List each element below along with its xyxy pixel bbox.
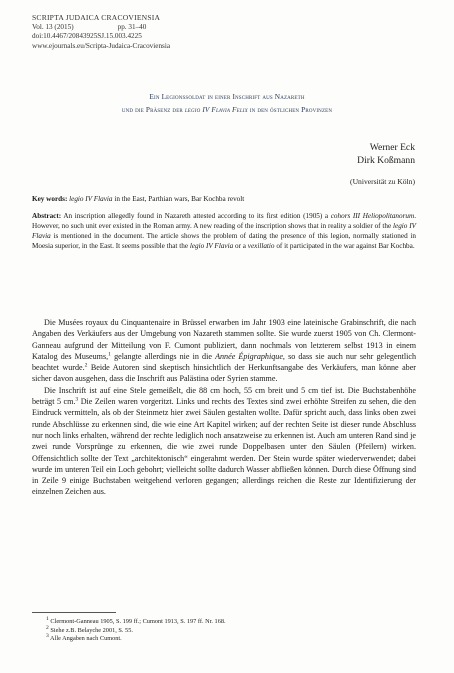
- annee-epigraphique-title: Année Épigraphique: [215, 351, 283, 361]
- footnote-number: 3: [46, 633, 49, 640]
- footnote-number: 2: [46, 624, 49, 631]
- title-line-2-end: in den östlichen Provinzen: [249, 105, 333, 114]
- abstract-text: is mentioned in the document. The article shows the problem of dating the presence of this legion, normally stationed in Moesia superior, in the East. It seems possible that the: [32, 232, 416, 251]
- footnote-divider: [32, 612, 116, 613]
- paragraph: [32, 317, 416, 385]
- abstract-text: of it participated in the war against Bar Kochba.: [276, 242, 415, 251]
- footnote-text: Alle Angaben nach Cumont.: [50, 635, 122, 643]
- keywords: [32, 194, 416, 204]
- journal-masthead: [32, 13, 170, 51]
- footnote-number: 1: [46, 615, 49, 622]
- abstract-text: . However, no such unit ever existed in the Roman army. A new reading of the inscription shows that in reality a soldier of the: [32, 212, 417, 231]
- abstract-legion: legio IV Flavia: [32, 222, 417, 241]
- footnote-ref[interactable]: 1: [108, 351, 111, 358]
- doi: doi:10.4467/20843925SJ.15.003.4225: [32, 32, 142, 41]
- journal-name: SCRIPTA JUDAICA CRACOVIENSIA: [32, 13, 161, 22]
- footnote-ref[interactable]: 3: [75, 396, 79, 403]
- paragraph-text: , so dass sie auch nur sehr gelegentlich beachtet wurde.: [32, 351, 416, 373]
- abstract-vexillatio: vexillatio: [247, 242, 275, 251]
- affiliation: (Universität zu Köln): [350, 177, 415, 186]
- title-line-2-start: und die Präsenz der: [121, 105, 183, 114]
- keywords-label: Key words:: [32, 195, 68, 203]
- paragraph-text: Beide Autoren sind skeptisch hinsichtlich der Herkunftsangabe des Verkäufers, man könne aber sicher davon ausgehen, dass die Inschrift aus Palästina oder Syrien stamme.: [32, 363, 416, 384]
- abstract-legion: legio IV Flavia: [189, 242, 234, 251]
- paragraph-text: Die Zeilen waren vorgeritzt. Links und rechts des Textes sind zwei erhöhte Streifen zu sehen, die den Eindruck vermitteln, als ob der Steinmetz hier zwei Säulen gestalten wollte. Dafür spricht auch, dass links oben zwei runde Abschlüsse zu erkennen sind, die wie eine Art Kapitel wirken; auf der rechten Seite ist dieser runde Abschluss nur noch links erhalten, während der rechte lediglich noch ansatzweise zu erkennen ist. Auch am unteren Rand sind je zwei runde Vorsprünge zu erkennen, die wie zwei runde Doppelbasen unter den Säulen (Pfeilern) wirken. Offensichtlich sollte der Text „architektonisch“ eingerahmt werden. Der Stein wurde später wiederverwendet; dabei wurde im unteren Teil ein Loch gebohrt; vielleicht sollte dadurch Wasser abfließen können. Durch diese Öffnung sind in Zeile 9 einige Buchstaben weitgehend verloren gegangen; allerdings reichen die Reste zur Identifizierung der einzelnen Zeichen aus.: [32, 397, 416, 497]
- paragraph-text: Die Inschrift ist auf eine Stele gemeißelt, die 88 cm hoch, 55 cm breit und 5 cm tief ist. Die Buchstabenhöhe beträgt 5 cm.: [32, 385, 416, 407]
- abstract: [32, 211, 416, 251]
- abstract-text: or a: [235, 242, 246, 251]
- volume-row: [32, 23, 170, 33]
- title-line-2: [20, 103, 434, 116]
- author-list: [357, 141, 415, 167]
- footnote: [32, 624, 416, 636]
- article-title: [20, 90, 434, 116]
- abstract-label: Abstract:: [32, 212, 62, 220]
- footnote-text: Siehe z.B. Belayche 2001, S. 55.: [50, 626, 133, 634]
- title-legion-name: legio IV Flavia Felix: [184, 105, 248, 114]
- author-name: Werner Eck: [369, 142, 415, 153]
- journal-url: www.ejournals.eu/Scripta-Judaica-Cracoviensia: [32, 41, 171, 50]
- paragraph-text: gelangte allerdings nie in die: [110, 351, 216, 361]
- footnote-ref[interactable]: 2: [84, 362, 88, 369]
- keywords-text: in the East, Parthian wars, Bar Kochba revolt: [114, 195, 245, 203]
- paragraph: [32, 385, 416, 498]
- keywords-legion: legio IV Flavia: [69, 195, 113, 203]
- volume: Vol. 13 (2015): [32, 22, 74, 31]
- abstract-text: An inscription allegedly found in Nazareth attested according to its first edition (1905) a: [63, 212, 329, 220]
- page-range: pp. 31–40: [117, 22, 147, 31]
- footnotes: [32, 615, 416, 644]
- footnote: [32, 635, 416, 644]
- title-line-1: Ein Legionssoldat in einer Inschrift aus Nazareth: [149, 92, 305, 101]
- paragraph-text: Die Musées royaux du Cinquantenaire in Brüssel erwarben im Jahr 1903 eine lateinische Grabinschrift, die nach Angaben des Verkäufers aus der Umgebung von Nazareth stammen sollte. Sie wurde zuerst 1905 von Ch. Clermont-Ganneau aufgrund der Mitteilung von F. Cumont publiziert, dann nochmals von letzterem selbst 1913 in einem Katalog des Museums,: [32, 318, 416, 361]
- footnote: [32, 615, 416, 627]
- body-text: [32, 317, 416, 498]
- author-name: Dirk Koßmann: [357, 155, 415, 166]
- abstract-cohors: cohors III Heliopolitanorum: [330, 212, 415, 220]
- footnote-text: Clermont-Ganneau 1905, S. 199 ff.; Cumont 1913, S. 197 ff. Nr. 168.: [50, 618, 226, 625]
